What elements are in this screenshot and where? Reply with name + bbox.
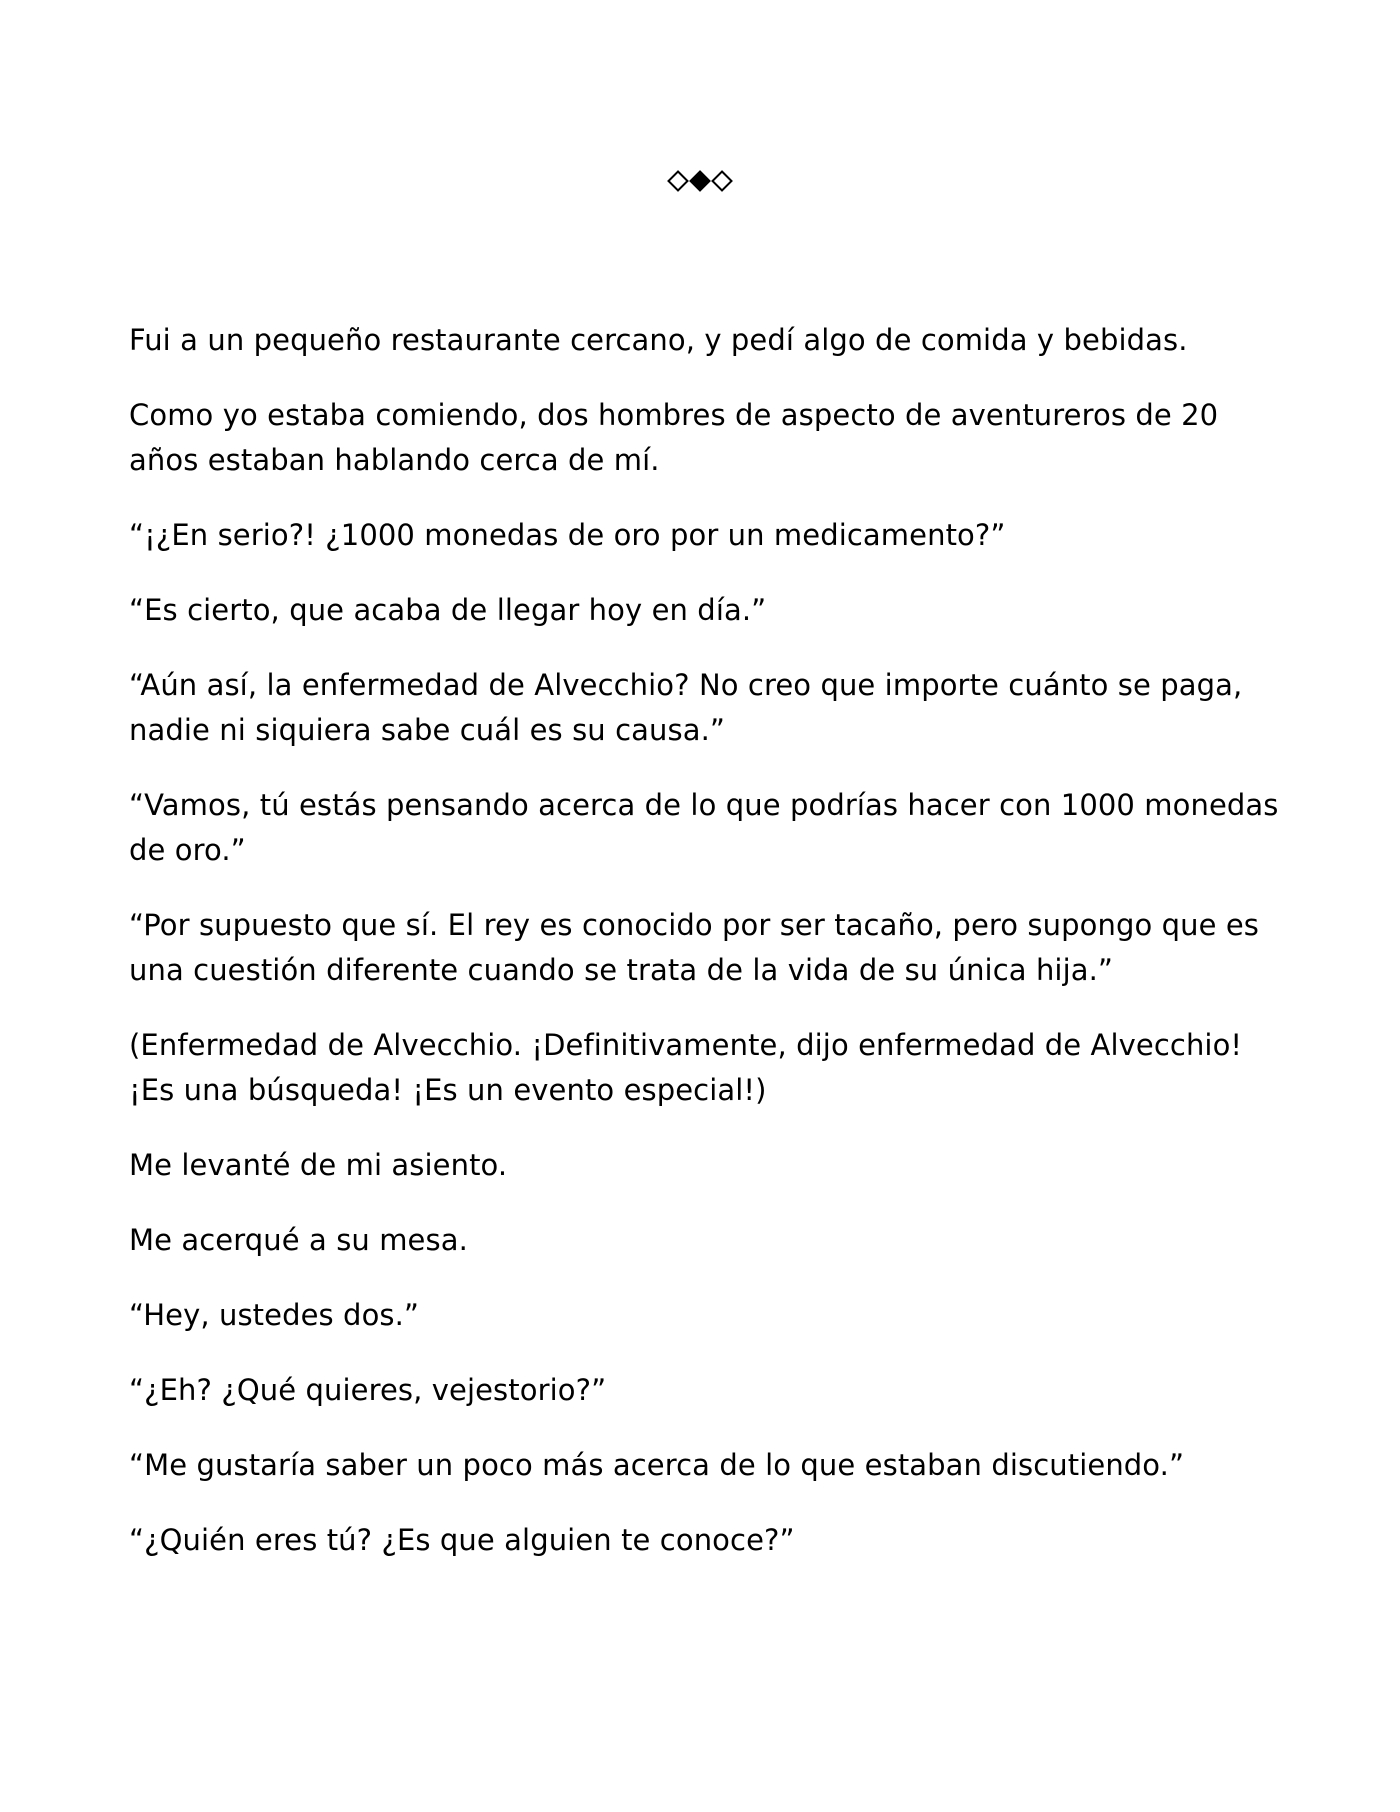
paragraph: “Es cierto, que acaba de llegar hoy en día.” xyxy=(129,593,767,627)
diamond-outline-icon xyxy=(711,170,733,192)
paragraph: “¿Eh? ¿Qué quieres, vejestorio?” xyxy=(129,1373,607,1407)
scene-separator xyxy=(0,170,1400,192)
paragraph: (Enfermedad de Alvecchio. ¡Definitivamente, dijo enfermedad de Alvecchio! ¡Es una búsqueda! ¡Es un evento especial!) xyxy=(129,1028,1243,1107)
paragraph: “¡¿En serio?! ¿1000 monedas de oro por un medicamento?” xyxy=(129,518,1006,552)
paragraph: “Me gustaría saber un poco más acerca de lo que estaban discutiendo.” xyxy=(129,1448,1185,1482)
paragraph: “Por supuesto que sí. El rey es conocido por ser tacaño, pero supongo que es una cuestión diferente cuando se trata de la vida de su única hija.” xyxy=(129,908,1260,987)
paragraph: Me acerqué a su mesa. xyxy=(129,1223,468,1257)
paragraph: Como yo estaba comiendo, dos hombres de aspecto de aventureros de 20 años estaban hablando cerca de mí. xyxy=(129,398,1219,477)
paragraph: “Hey, ustedes dos.” xyxy=(129,1298,420,1332)
diamond-outline-icon xyxy=(667,170,689,192)
diamond-filled-icon xyxy=(689,170,711,192)
paragraph: “¿Quién eres tú? ¿Es que alguien te conoce?” xyxy=(129,1523,795,1557)
paragraph: Fui a un pequeño restaurante cercano, y pedí algo de comida y bebidas. xyxy=(129,323,1188,357)
paragraph: Me levanté de mi asiento. xyxy=(129,1148,508,1182)
paragraph: “Vamos, tú estás pensando acerca de lo que podrías hacer con 1000 monedas de oro.” xyxy=(129,788,1279,867)
paragraph: “Aún así, la enfermedad de Alvecchio? No creo que importe cuánto se paga, nadie ni siquiera sabe cuál es su causa.” xyxy=(129,668,1243,747)
body-text xyxy=(129,318,1279,1593)
